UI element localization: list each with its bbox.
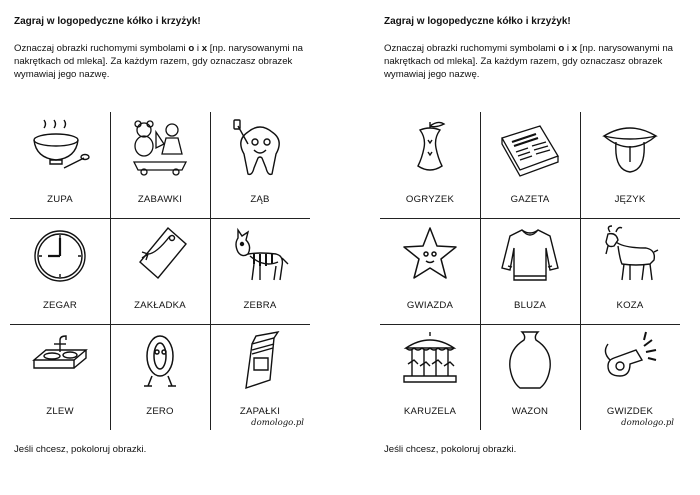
apple-core-icon — [400, 118, 460, 178]
footer-note: Jeśli chcesz, pokoloruj obrazki. — [384, 444, 517, 455]
grid-cell[interactable] — [380, 112, 480, 218]
zebra-icon — [230, 224, 290, 284]
grid-cell[interactable] — [10, 324, 110, 430]
cell-label: GAZETA — [510, 194, 550, 205]
grid-cell[interactable] — [210, 218, 310, 324]
cell-label: WAZON — [511, 406, 549, 417]
grid-cell[interactable] — [10, 218, 110, 324]
tongue-icon — [600, 118, 660, 178]
tic-tac-toe-grid — [380, 112, 680, 430]
cell-label: OGRYZEK — [405, 194, 455, 205]
cell-label: KOZA — [616, 300, 644, 311]
grid-cell[interactable] — [580, 218, 680, 324]
cell-label: ZLEW — [46, 406, 74, 417]
grid-cell[interactable] — [210, 112, 310, 218]
cell-label: ZAKŁADKA — [134, 300, 186, 311]
grid-cell[interactable] — [110, 112, 210, 218]
grid-cell[interactable] — [380, 218, 480, 324]
cell-label: ZĄB — [250, 194, 270, 205]
cell-label: GWIAZDA — [406, 300, 454, 311]
cell-label: ZUPA — [47, 194, 73, 205]
instructions: Oznaczaj obrazki ruchomymi symbolami o i x [np. narysowanymi na nakrętkach od mleka]. Za każdym razem, gdy oznaczasz obrazek wymawiaj jego nazwę. — [14, 43, 304, 80]
soup-bowl-icon — [30, 118, 90, 178]
worksheet-title: Zagraj w logopedyczne kółko i krzyżyk! — [384, 16, 571, 27]
instructions: Oznaczaj obrazki ruchomymi symbolami o i x [np. narysowanymi na nakrętkach od mleka]. Za każdym razem, gdy oznaczasz obrazek wymawiaj jego nazwę. — [384, 43, 674, 80]
goat-icon — [600, 224, 660, 284]
sweatshirt-icon — [500, 224, 560, 284]
tooth-icon — [230, 118, 290, 178]
worksheet-right — [370, 0, 700, 495]
grid-cell[interactable] — [480, 112, 580, 218]
cell-label: ZAPAŁKI — [239, 406, 281, 417]
cell-label: ZEGAR — [42, 300, 78, 311]
cell-label: JĘZYK — [614, 194, 646, 205]
grid-cell[interactable] — [380, 324, 480, 430]
newspaper-icon — [500, 118, 560, 178]
cell-label: BLUZA — [514, 300, 546, 311]
sink-icon — [30, 330, 90, 390]
footer-note: Jeśli chcesz, pokoloruj obrazki. — [14, 444, 147, 455]
brand-watermark: domologo.pl — [251, 418, 304, 428]
cell-label: GWIZDEK — [606, 406, 654, 417]
clock-icon — [30, 224, 90, 284]
brand-watermark: domologo.pl — [621, 418, 674, 428]
matchbox-icon — [230, 330, 290, 390]
grid-cell[interactable] — [210, 324, 310, 430]
grid-cell[interactable] — [110, 324, 210, 430]
cell-label: ZERO — [146, 406, 174, 417]
grid-cell[interactable] — [580, 324, 680, 430]
grid-cell[interactable] — [480, 218, 580, 324]
cell-label: ZABAWKI — [137, 194, 183, 205]
grid-cell[interactable] — [10, 112, 110, 218]
tic-tac-toe-grid — [10, 112, 310, 430]
cell-label: KARUZELA — [403, 406, 457, 417]
vase-icon — [500, 330, 560, 390]
worksheet-title: Zagraj w logopedyczne kółko i krzyżyk! — [14, 16, 201, 27]
whistle-icon — [600, 330, 660, 390]
toys-icon — [130, 118, 190, 178]
cell-label: ZEBRA — [243, 300, 277, 311]
zero-icon — [130, 330, 190, 390]
bookmark-icon — [130, 224, 190, 284]
grid-cell[interactable] — [110, 218, 210, 324]
star-icon — [400, 224, 460, 284]
grid-cell[interactable] — [480, 324, 580, 430]
grid-cell[interactable] — [580, 112, 680, 218]
carousel-icon — [400, 330, 460, 390]
